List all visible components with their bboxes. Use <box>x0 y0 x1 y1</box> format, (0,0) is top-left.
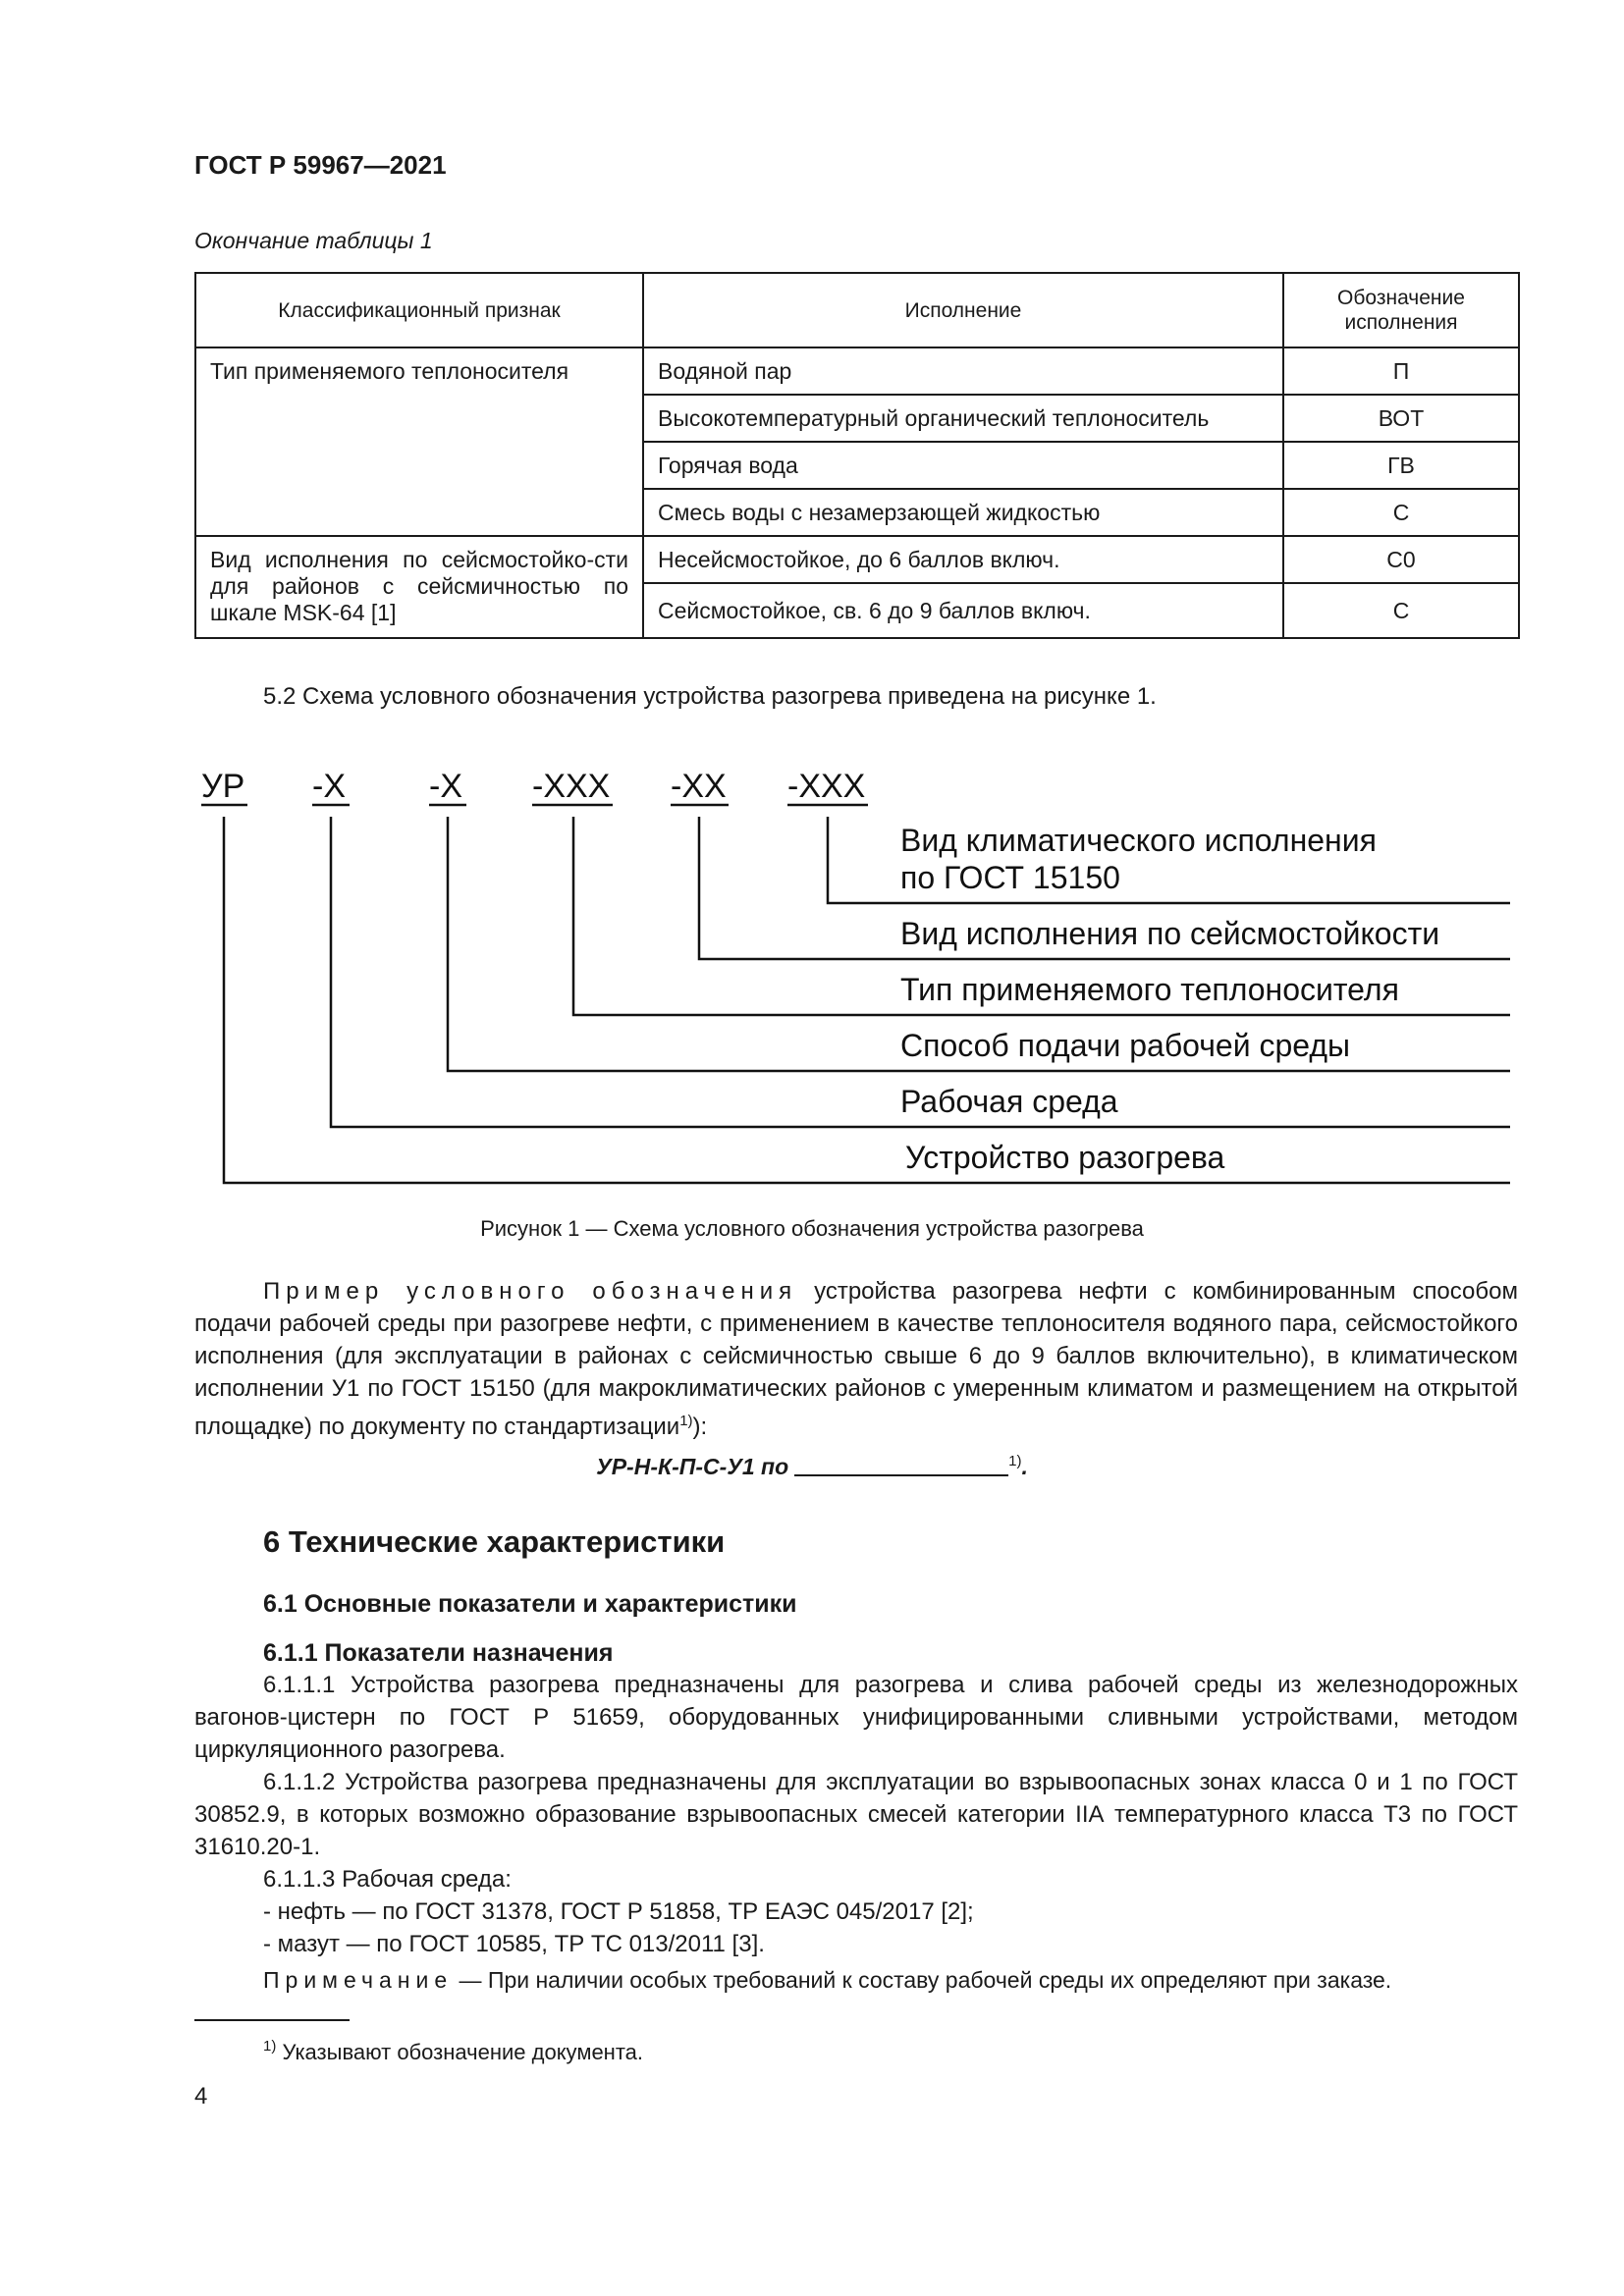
document-header: ГОСТ Р 59967—2021 <box>194 150 447 180</box>
example-text: устройства разогрева нефти с комбинированным способом подачи рабочей среды при разогреве нефти, с применением в качестве теплоносителя водяного пара, сейсмостойкого исполнения (для эксплуатации в районах с сейсмичностью свыше 6 до 9 баллов включительно), в климатическом исполнении У1 по ГОСТ 15150 (для макроклиматических районов с умеренным климатом и размещением на открытой площадке) по документу по стандартизации <box>194 1278 1518 1440</box>
section-5-2-text: 5.2 Схема условного обозначения устройства разогрева приведена на рисунке 1. <box>263 683 1157 710</box>
list-item-oil: - нефть — по ГОСТ 31378, ГОСТ Р 51858, ТР ЕАЭС 045/2017 [2]; <box>263 1898 974 1925</box>
list-item-fuel-oil: - мазут — по ГОСТ 10585, ТР ТС 013/2011 [3]. <box>263 1931 765 1957</box>
note-label: Примечание <box>263 1967 454 1993</box>
code-cell: С0 <box>1283 536 1519 583</box>
example-tail: ): <box>692 1414 708 1440</box>
footnote-divider <box>194 2019 350 2021</box>
code-cell: П <box>1283 347 1519 395</box>
table-caption: Окончание таблицы 1 <box>194 228 433 253</box>
formula-end: . <box>1021 1454 1028 1479</box>
paragraph-6-1-1-1: 6.1.1.1 Устройства разогрева предназначены для разогрева и слива рабочей среды из железнодорожных вагонов-цистерн по ГОСТ Р 51659, оборудованных унифицированными сливными устройствами, методом циркуляционного разогрева. <box>194 1672 1518 1763</box>
page-number: 4 <box>194 2083 208 2109</box>
code-cell: ВОТ <box>1283 395 1519 442</box>
scheme-label-medium: Рабочая среда <box>900 1084 1118 1119</box>
scheme-code-climate: -ХХХ <box>787 768 866 805</box>
section-6-1-title: 6.1 Основные показатели и характеристики <box>263 1590 797 1618</box>
document-blank-line <box>794 1453 1008 1476</box>
scheme-label-carrier: Тип применяемого теплоносителя <box>900 972 1399 1007</box>
scheme-code-medium: -Х <box>312 768 346 805</box>
designation-formula <box>0 1453 1624 1480</box>
execution-cell: Смесь воды с незамерзающей жидкостью <box>643 489 1283 536</box>
formula-text: УР-Н-К-П-С-У1 по <box>596 1454 789 1479</box>
code-cell: ГВ <box>1283 442 1519 489</box>
feature-cell: Вид исполнения по сейсмостойко-сти для районов с сейсмичностью по шкале MSK-64 [1] <box>195 536 643 638</box>
scheme-label-climate-gost: по ГОСТ 15150 <box>900 860 1120 895</box>
execution-cell: Высокотемпературный органический теплоноситель <box>643 395 1283 442</box>
scheme-code-carrier: -ХХХ <box>532 768 611 805</box>
section-6-body <box>194 1669 1518 1960</box>
code-cell: С <box>1283 489 1519 536</box>
footnote-text: Указывают обозначение документа. <box>276 2040 643 2064</box>
scheme-label-device: Устройство разогрева <box>905 1140 1225 1175</box>
header-execution: Исполнение <box>643 273 1283 347</box>
execution-cell: Несейсмостойкое, до 6 баллов включ. <box>643 536 1283 583</box>
feature-cell: Тип применяемого теплоносителя <box>195 347 643 536</box>
execution-cell: Водяной пар <box>643 347 1283 395</box>
section-6-title: 6 Технические характеристики <box>263 1524 726 1559</box>
footnote-ref: 1) <box>679 1413 693 1429</box>
header-feature: Классификационный признак <box>195 273 643 347</box>
paragraph-6-1-1-2: 6.1.1.2 Устройства разогрева предназначены для эксплуатации во взрывоопасных зонах класса 0 и 1 по ГОСТ 30852.9, в которых возможно образование взрывоопасных смесей категории IIА температурного класса Т3 по ГОСТ 31610.20-1. <box>194 1769 1518 1860</box>
scheme-label-seismic: Вид исполнения по сейсмостойкости <box>900 916 1440 951</box>
note <box>263 1967 1391 1994</box>
execution-cell: Горячая вода <box>643 442 1283 489</box>
code-cell: С <box>1283 583 1519 638</box>
scheme-code-ur: УР <box>201 768 245 805</box>
scheme-label-climate: Вид климатического исполнения <box>900 823 1377 858</box>
formula-footnote-ref: 1) <box>1008 1453 1022 1469</box>
scheme-code-seismic: -ХХ <box>671 768 727 805</box>
note-text: — При наличии особых требований к составу рабочей среды их определяют при заказе. <box>453 1967 1392 1993</box>
example-paragraph <box>194 1275 1518 1443</box>
footnote-mark: 1) <box>263 2038 277 2055</box>
example-lead: Пример условного обозначения <box>263 1278 798 1305</box>
scheme-label-feed: Способ подачи рабочей среды <box>900 1028 1351 1063</box>
execution-cell: Сейсмостойкое, св. 6 до 9 баллов включ. <box>643 583 1283 638</box>
footnote <box>263 2038 643 2065</box>
scheme-code-feed: -Х <box>429 768 462 805</box>
paragraph-6-1-1-3: 6.1.1.3 Рабочая среда: <box>263 1866 512 1893</box>
section-6-1-1-title: 6.1.1 Показатели назначения <box>263 1639 614 1667</box>
figure-caption: Рисунок 1 — Схема условного обозначения устройства разогрева <box>480 1216 1144 1241</box>
header-code: Обозначение исполнения <box>1283 273 1519 347</box>
